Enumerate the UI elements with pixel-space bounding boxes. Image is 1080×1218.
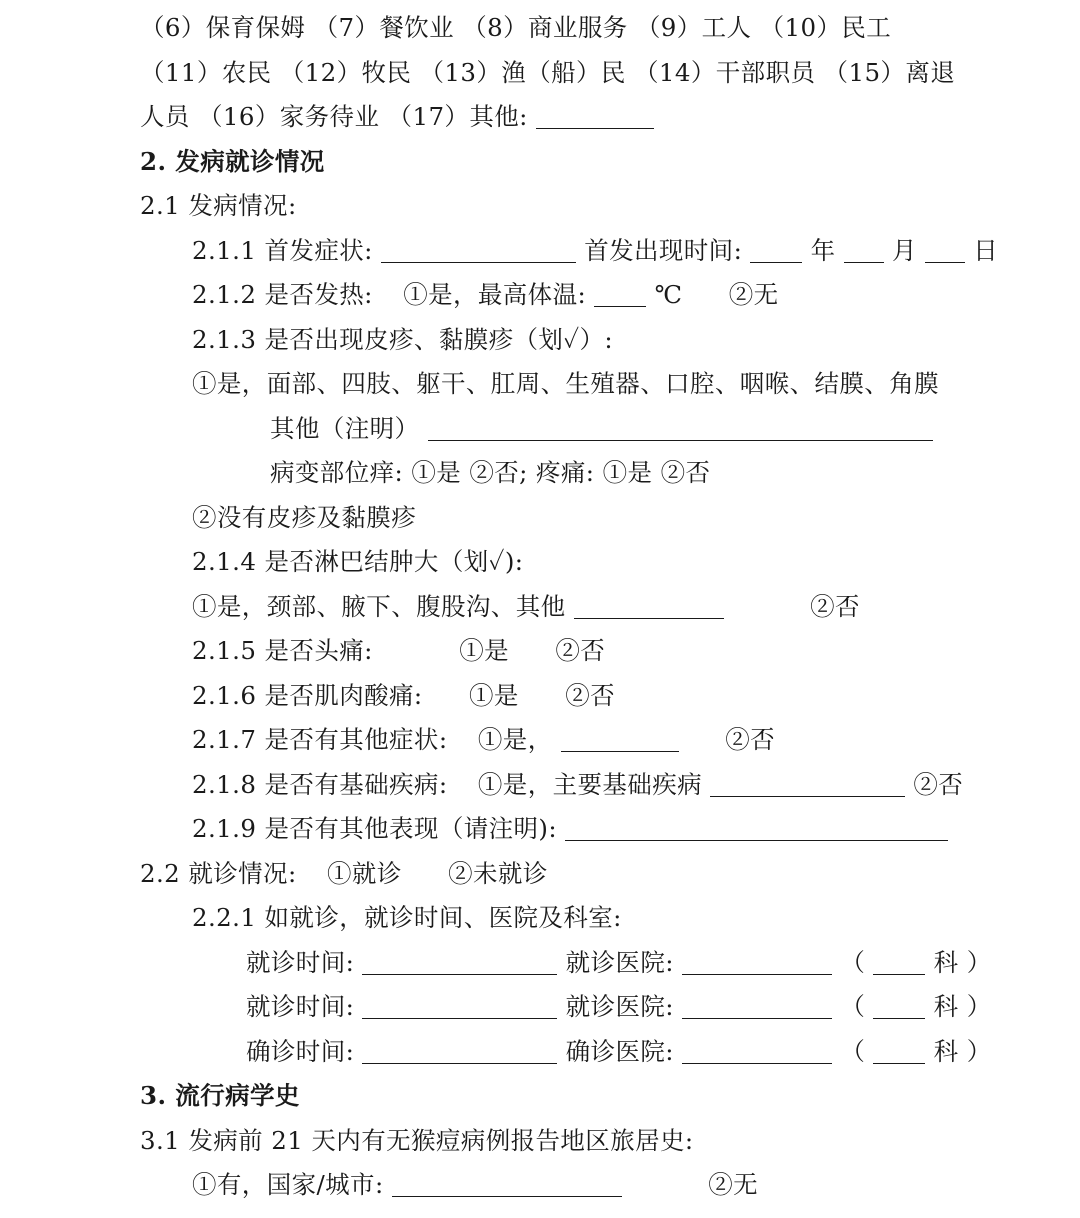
travel-history-blank[interactable]: [392, 1195, 622, 1197]
max-temperature-blank[interactable]: [594, 305, 646, 307]
question-2-1-7-label: 2.1.7 是否有其他症状:: [192, 725, 448, 754]
occupation-line-2: （11）农民 （12）牧民 （13）渔（船）民 （14）干部职员 （15）离退: [140, 57, 956, 87]
visit-row-1: 就诊时间: 就诊医院: （ 科 ）: [246, 947, 992, 977]
visit-hospital-blank-2[interactable]: [682, 1017, 832, 1019]
question-2-1-6: [140, 674, 1022, 719]
question-2-1-5: [140, 629, 1022, 674]
onset-day-label: 日: [973, 235, 999, 265]
visit-hospital-label-2: 就诊医院:: [565, 992, 674, 1021]
other-symptom-option-no[interactable]: ②否: [725, 725, 776, 754]
question-2-1-3-option-no[interactable]: ②没有皮疹及黏膜疹: [192, 502, 417, 532]
question-2-1-8: [140, 763, 1022, 808]
rash-other-row: [140, 407, 1022, 452]
section-3-heading: 3. 流行病学史: [140, 1081, 300, 1110]
section-2-1-label: 2.1 发病情况:: [140, 191, 297, 220]
visit-dept-blank-2[interactable]: [873, 1017, 925, 1019]
visit-dept-label-2: 科: [933, 992, 959, 1021]
question-2-2-1-label: 2.2.1 如就诊，就诊时间、医院及科室:: [192, 903, 622, 932]
visit-row-2: 就诊时间: 就诊医院: （ 科 ）: [246, 992, 992, 1021]
rash-other-blank[interactable]: [428, 439, 933, 441]
other-symptom-option-yes[interactable]: ①是，: [477, 725, 553, 754]
question-2-1-9-label: 2.1.9 是否有其他表现（请注明):: [192, 814, 558, 843]
section-2-heading: 2. 发病就诊情况: [140, 146, 325, 176]
onset-month-label: 月: [891, 235, 917, 265]
occupation-other-blank[interactable]: [536, 127, 654, 129]
rash-itch-pain-row[interactable]: 病变部位痒: ①是 ②否; 疼痛: ①是 ②否: [270, 458, 711, 487]
diagnosis-time-blank[interactable]: [362, 1062, 557, 1064]
diagnosis-hospital-blank[interactable]: [682, 1062, 832, 1064]
question-2-1-7: [140, 718, 1022, 763]
question-3-1-options: [140, 1163, 1022, 1208]
diagnosis-time-label: 确诊时间:: [246, 1036, 355, 1066]
visit-time-blank-1[interactable]: [362, 973, 557, 975]
headache-option-no[interactable]: ②否: [555, 636, 606, 665]
occupation-line-3-text: 人员 （16）家务待业 （17）其他:: [140, 102, 528, 131]
visit-option-no[interactable]: ②未就诊: [448, 858, 548, 888]
diagnosis-dept-blank[interactable]: [873, 1062, 925, 1064]
temperature-unit: ℃: [654, 280, 683, 309]
occupation-line-3: [140, 95, 1022, 140]
other-manifestation-blank[interactable]: [565, 839, 948, 841]
visit-hospital-label-1: 就诊医院:: [565, 947, 674, 977]
fever-option-yes[interactable]: ①是，最高体温:: [403, 280, 587, 309]
first-symptom-blank[interactable]: [381, 261, 576, 263]
question-3-1-label: 3.1 发病前 21 天内有无猴痘病例报告地区旅居史:: [140, 1125, 694, 1155]
question-2-1-6-label: 2.1.6 是否肌肉酸痛:: [192, 680, 423, 710]
diagnosis-hospital-label: 确诊医院:: [565, 1036, 674, 1066]
rash-other-label: 其他（注明）: [270, 413, 420, 443]
question-2-1-3-option-yes[interactable]: ①是，面部、四肢、躯干、肛周、生殖器、口腔、咽喉、结膜、角膜: [192, 369, 939, 398]
fever-option-no[interactable]: ②无: [728, 280, 779, 309]
question-2-1-2: [140, 273, 1022, 318]
question-2-1-1-mid: 首发出现时间:: [584, 235, 743, 265]
question-2-1-8-label: 2.1.8 是否有基础疾病:: [192, 769, 448, 799]
myalgia-option-no[interactable]: ②否: [565, 680, 616, 710]
lymph-option-no[interactable]: ②否: [810, 591, 860, 621]
visit-time-blank-2[interactable]: [362, 1017, 557, 1019]
onset-year-label: 年: [810, 235, 836, 265]
visit-row-3: 确诊时间: 确诊医院: （ 科 ）: [246, 1036, 992, 1066]
section-2-2: [140, 852, 1022, 897]
visit-option-yes[interactable]: ①就诊: [327, 858, 402, 888]
question-2-1-2-label: 2.1.2 是否发热:: [192, 280, 373, 309]
myalgia-option-yes[interactable]: ①是: [469, 680, 519, 710]
underlying-disease-blank[interactable]: [710, 795, 905, 797]
question-2-1-9: [140, 807, 1022, 852]
question-2-1-1-label: 2.1.1 首发症状:: [192, 235, 373, 265]
question-2-1-5-label: 2.1.5 是否头痛:: [192, 636, 373, 665]
other-symptom-blank[interactable]: [561, 750, 679, 752]
visit-time-label-1: 就诊时间:: [246, 947, 355, 977]
lymph-option-yes[interactable]: ①是，颈部、腋下、腹股沟、其他: [192, 591, 566, 621]
question-2-1-3-label: 2.1.3 是否出现皮疹、黏膜疹（划✓）:: [192, 324, 614, 354]
lymph-other-blank[interactable]: [574, 617, 724, 619]
travel-history-option-yes[interactable]: ①有，国家/城市:: [192, 1170, 384, 1199]
question-2-1-4-label: 2.1.4 是否淋巴结肿大（划✓):: [192, 547, 524, 576]
question-2-1-1: [140, 229, 1022, 274]
underlying-disease-option-yes[interactable]: ①是，主要基础疾病: [477, 769, 702, 799]
travel-history-option-no[interactable]: ②无: [708, 1170, 759, 1199]
onset-day-blank[interactable]: [925, 261, 965, 263]
onset-month-blank[interactable]: [844, 261, 884, 263]
visit-hospital-blank-1[interactable]: [682, 973, 832, 975]
diagnosis-dept-label: 科: [933, 1036, 959, 1066]
question-2-1-4-options: [140, 585, 1022, 630]
occupation-line-1: （6）保育保姆 （7）餐饮业 （8）商业服务 （9）工人 （10）民工: [140, 13, 892, 42]
underlying-disease-option-no[interactable]: ②否: [913, 769, 964, 799]
section-2-2-label: 2.2 就诊情况:: [140, 858, 297, 888]
onset-year-blank[interactable]: [750, 261, 802, 263]
visit-dept-label-1: 科: [933, 947, 959, 977]
visit-dept-blank-1[interactable]: [873, 973, 925, 975]
visit-time-label-2: 就诊时间:: [246, 992, 355, 1021]
headache-option-yes[interactable]: ①是: [459, 636, 509, 665]
